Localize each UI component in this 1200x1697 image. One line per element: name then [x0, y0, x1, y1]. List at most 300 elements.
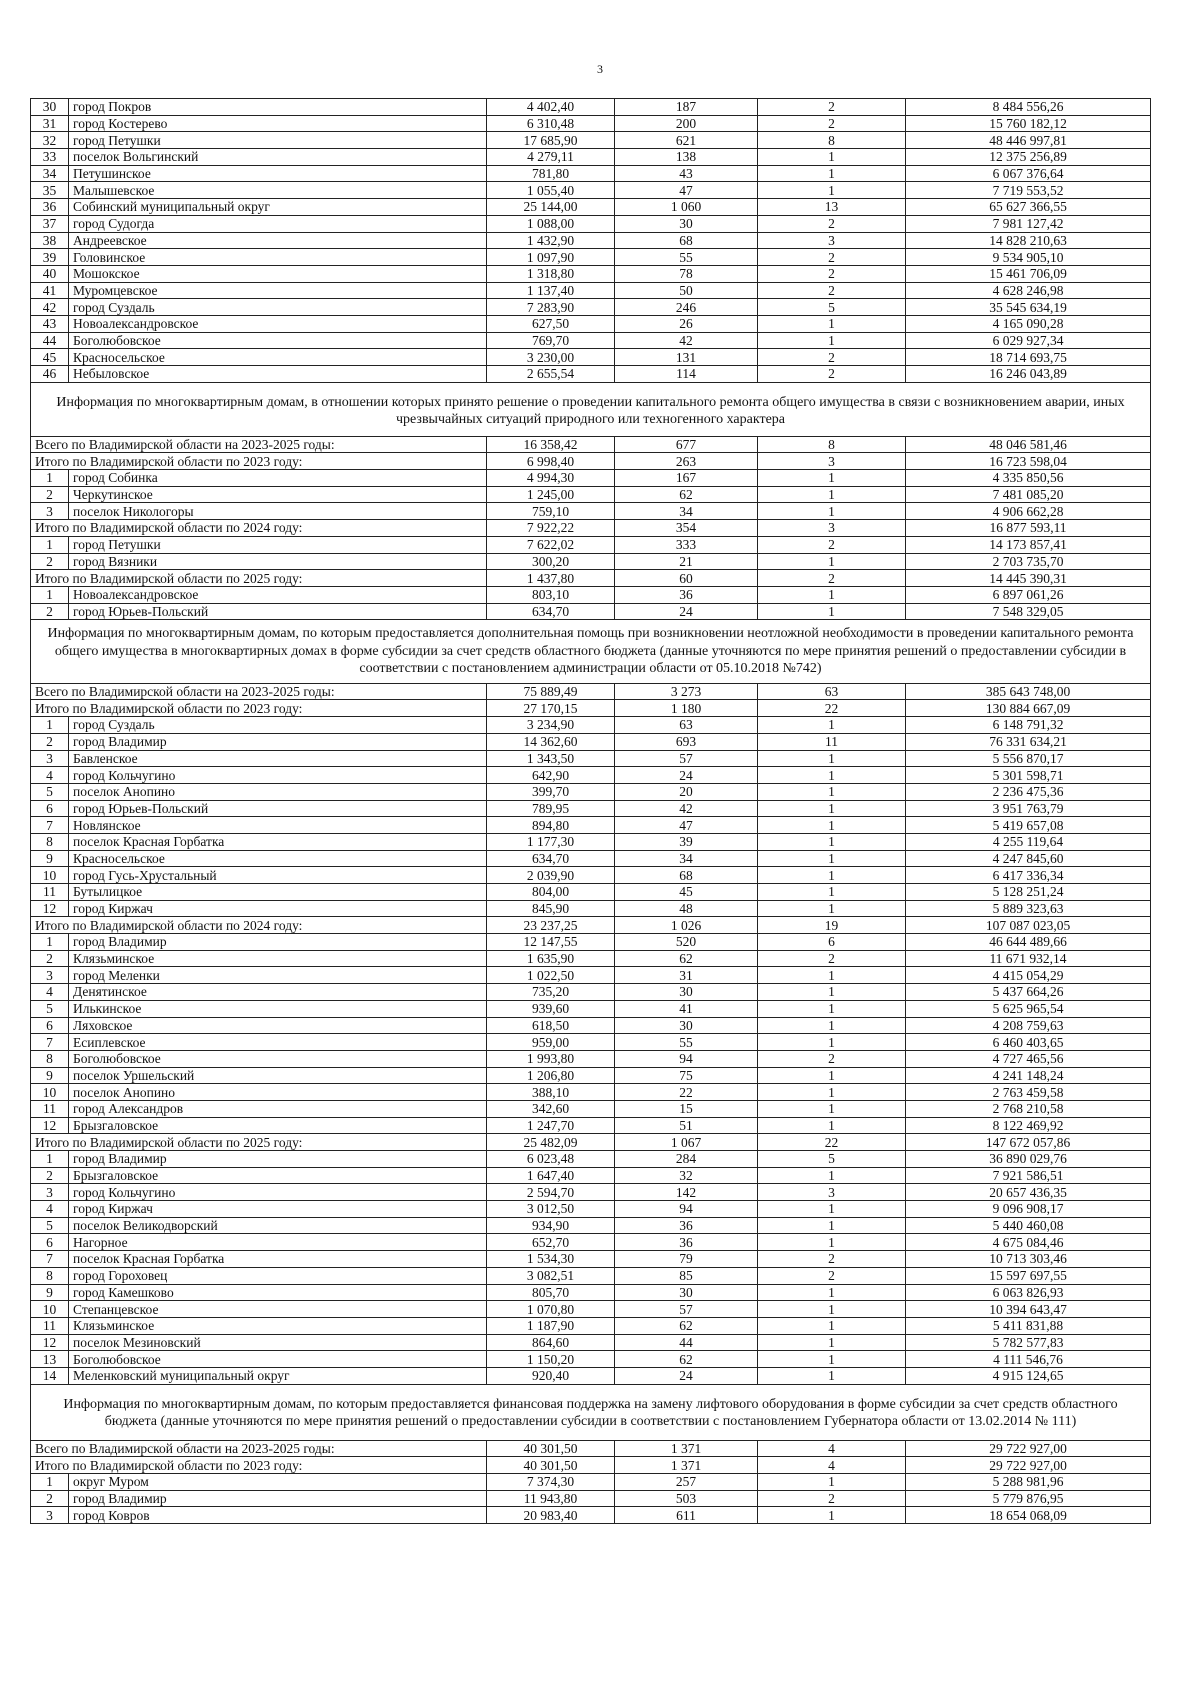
residents-cell: 1 180 — [615, 700, 758, 717]
table-row — [31, 503, 1151, 520]
cost-cell: 9 534 905,10 — [906, 249, 1151, 266]
row-number-cell: 3 — [31, 503, 69, 520]
total-label-cell: Всего по Владимирской области на 2023-2025 годы: — [31, 683, 487, 700]
houses-cell: 4 — [758, 1440, 906, 1457]
houses-cell: 1 — [758, 984, 906, 1001]
residents-cell: 693 — [615, 733, 758, 750]
row-number-cell: 40 — [31, 265, 69, 282]
residents-cell: 31 — [615, 967, 758, 984]
section-heading: Информация по многоквартирным домам, по которым предоставляется финансовая поддержка на замену лифтового оборудования в форме субсидии за счет средств областного бюджета (данные уточняются по мере принятия решений о предоставлении субсидии в соответствии с постановлением Губернатора области от 13.02.2014 № 111) — [31, 1384, 1151, 1440]
table-row — [31, 603, 1151, 620]
houses-cell: 1 — [758, 553, 906, 570]
residents-cell: 167 — [615, 470, 758, 487]
houses-cell: 1 — [758, 603, 906, 620]
municipality-name-cell: поселок Уршельский — [69, 1067, 487, 1084]
cost-cell: 6 067 376,64 — [906, 165, 1151, 182]
cost-cell: 5 440 460,08 — [906, 1217, 1151, 1234]
table-row — [31, 366, 1151, 383]
municipality-name-cell: город Петушки — [69, 132, 487, 149]
row-number-cell: 7 — [31, 817, 69, 834]
area-cell: 342,60 — [487, 1100, 615, 1117]
row-number-cell: 9 — [31, 850, 69, 867]
row-number-cell: 2 — [31, 603, 69, 620]
municipality-name-cell: Нагорное — [69, 1234, 487, 1251]
houses-cell: 3 — [758, 232, 906, 249]
residents-cell: 39 — [615, 833, 758, 850]
houses-cell: 2 — [758, 1490, 906, 1507]
houses-cell: 1 — [758, 900, 906, 917]
residents-cell: 79 — [615, 1251, 758, 1268]
area-cell: 789,95 — [487, 800, 615, 817]
row-number-cell: 6 — [31, 1017, 69, 1034]
row-number-cell: 2 — [31, 950, 69, 967]
area-cell: 300,20 — [487, 553, 615, 570]
cost-cell: 16 246 043,89 — [906, 366, 1151, 383]
row-number-cell: 34 — [31, 165, 69, 182]
cost-cell: 147 672 057,86 — [906, 1134, 1151, 1151]
residents-cell: 34 — [615, 503, 758, 520]
total-row — [31, 436, 1151, 453]
area-cell: 1 137,40 — [487, 282, 615, 299]
row-number-cell: 6 — [31, 1234, 69, 1251]
area-cell: 388,10 — [487, 1084, 615, 1101]
houses-cell: 1 — [758, 315, 906, 332]
residents-cell: 138 — [615, 149, 758, 166]
area-cell: 759,10 — [487, 503, 615, 520]
area-cell: 652,70 — [487, 1234, 615, 1251]
table-row — [31, 1490, 1151, 1507]
residents-cell: 36 — [615, 1234, 758, 1251]
table-row — [31, 1507, 1151, 1524]
houses-cell: 1 — [758, 833, 906, 850]
row-number-cell: 11 — [31, 1317, 69, 1334]
section-heading: Информация по многоквартирным домам, по которым предоставляется дополнительная помощь при возникновении неотложной необходимости в проведении капитального ремонта общего имущества в многоквартирных домах в форме субсидии за счет средств областного бюджета (данные уточняются по мере принятия решений о предоставлении субсидии в соответствии с постановлением администрации области от 05.10.2018 №742) — [31, 620, 1151, 684]
residents-cell: 34 — [615, 850, 758, 867]
municipality-name-cell: город Суздаль — [69, 717, 487, 734]
row-number-cell: 33 — [31, 149, 69, 166]
municipality-name-cell: город Киржач — [69, 900, 487, 917]
cost-cell: 4 415 054,29 — [906, 967, 1151, 984]
houses-cell: 1 — [758, 1301, 906, 1318]
municipality-name-cell: Степанцевское — [69, 1301, 487, 1318]
cost-cell: 7 548 329,05 — [906, 603, 1151, 620]
total-row — [31, 453, 1151, 470]
total-label-cell: Итого по Владимирской области по 2023 году: — [31, 453, 487, 470]
row-number-cell: 12 — [31, 1117, 69, 1134]
houses-cell: 2 — [758, 570, 906, 587]
cost-cell: 16 723 598,04 — [906, 453, 1151, 470]
residents-cell: 520 — [615, 934, 758, 951]
table-row — [31, 867, 1151, 884]
cost-cell: 5 889 323,63 — [906, 900, 1151, 917]
cost-cell: 9 096 908,17 — [906, 1201, 1151, 1218]
cost-cell: 20 657 436,35 — [906, 1184, 1151, 1201]
row-number-cell: 3 — [31, 1184, 69, 1201]
table-row — [31, 132, 1151, 149]
row-number-cell: 1 — [31, 934, 69, 951]
houses-cell: 1 — [758, 783, 906, 800]
table-row — [31, 470, 1151, 487]
area-cell: 3 082,51 — [487, 1267, 615, 1284]
houses-cell: 1 — [758, 1067, 906, 1084]
cost-cell: 6 063 826,93 — [906, 1284, 1151, 1301]
area-cell: 25 482,09 — [487, 1134, 615, 1151]
cost-cell: 5 625 965,54 — [906, 1000, 1151, 1017]
houses-cell: 1 — [758, 867, 906, 884]
total-row — [31, 520, 1151, 537]
row-number-cell: 38 — [31, 232, 69, 249]
area-cell: 3 234,90 — [487, 717, 615, 734]
row-number-cell: 2 — [31, 486, 69, 503]
houses-cell: 1 — [758, 1000, 906, 1017]
residents-cell: 94 — [615, 1201, 758, 1218]
houses-cell: 63 — [758, 683, 906, 700]
residents-cell: 24 — [615, 1367, 758, 1384]
table-row — [31, 1201, 1151, 1218]
residents-cell: 94 — [615, 1050, 758, 1067]
table-row — [31, 783, 1151, 800]
area-cell: 6 310,48 — [487, 115, 615, 132]
municipality-name-cell: город Покров — [69, 99, 487, 116]
municipality-name-cell: Ляховское — [69, 1017, 487, 1034]
houses-cell: 3 — [758, 453, 906, 470]
area-cell: 16 358,42 — [487, 436, 615, 453]
table-row — [31, 967, 1151, 984]
row-number-cell: 37 — [31, 215, 69, 232]
cost-cell: 8 122 469,92 — [906, 1117, 1151, 1134]
houses-cell: 1 — [758, 1334, 906, 1351]
residents-cell: 1 060 — [615, 199, 758, 216]
houses-cell: 19 — [758, 917, 906, 934]
row-number-cell: 1 — [31, 536, 69, 553]
area-cell: 1 206,80 — [487, 1067, 615, 1084]
residents-cell: 32 — [615, 1167, 758, 1184]
row-number-cell: 8 — [31, 1267, 69, 1284]
cost-cell: 4 247 845,60 — [906, 850, 1151, 867]
residents-cell: 200 — [615, 115, 758, 132]
houses-cell: 2 — [758, 99, 906, 116]
residents-cell: 75 — [615, 1067, 758, 1084]
area-cell: 40 301,50 — [487, 1457, 615, 1474]
municipality-name-cell: поселок Мезиновский — [69, 1334, 487, 1351]
municipality-name-cell: город Владимир — [69, 1151, 487, 1168]
cost-cell: 5 782 577,83 — [906, 1334, 1151, 1351]
municipality-name-cell: Красносельское — [69, 349, 487, 366]
municipality-name-cell: город Юрьев-Польский — [69, 800, 487, 817]
municipality-name-cell: Денятинское — [69, 984, 487, 1001]
residents-cell: 57 — [615, 1301, 758, 1318]
municipality-name-cell: Петушинское — [69, 165, 487, 182]
row-number-cell: 8 — [31, 1050, 69, 1067]
area-cell: 1 318,80 — [487, 265, 615, 282]
table-row — [31, 833, 1151, 850]
cost-cell: 5 128 251,24 — [906, 884, 1151, 901]
municipality-name-cell: город Киржач — [69, 1201, 487, 1218]
row-number-cell: 35 — [31, 182, 69, 199]
area-cell: 934,90 — [487, 1217, 615, 1234]
row-number-cell: 2 — [31, 1490, 69, 1507]
cost-cell: 4 628 246,98 — [906, 282, 1151, 299]
cost-cell: 7 481 085,20 — [906, 486, 1151, 503]
row-number-cell: 6 — [31, 800, 69, 817]
table-row — [31, 1251, 1151, 1268]
row-number-cell: 36 — [31, 199, 69, 216]
cost-cell: 29 722 927,00 — [906, 1457, 1151, 1474]
area-cell: 23 237,25 — [487, 917, 615, 934]
area-cell: 1 993,80 — [487, 1050, 615, 1067]
row-number-cell: 9 — [31, 1284, 69, 1301]
table-row — [31, 215, 1151, 232]
residents-cell: 55 — [615, 1034, 758, 1051]
residents-cell: 1 067 — [615, 1134, 758, 1151]
cost-cell: 15 760 182,12 — [906, 115, 1151, 132]
table-row — [31, 182, 1151, 199]
residents-cell: 30 — [615, 1017, 758, 1034]
table-row — [31, 1217, 1151, 1234]
row-number-cell: 5 — [31, 783, 69, 800]
houses-cell: 6 — [758, 934, 906, 951]
area-cell: 1 635,90 — [487, 950, 615, 967]
table-row — [31, 817, 1151, 834]
row-number-cell: 2 — [31, 733, 69, 750]
houses-cell: 1 — [758, 767, 906, 784]
municipality-name-cell: город Александров — [69, 1100, 487, 1117]
houses-cell: 1 — [758, 486, 906, 503]
area-cell: 3 230,00 — [487, 349, 615, 366]
cost-cell: 46 644 489,66 — [906, 934, 1151, 951]
cost-cell: 48 046 581,46 — [906, 436, 1151, 453]
table-row — [31, 1334, 1151, 1351]
table-row — [31, 1234, 1151, 1251]
municipality-name-cell: Новоалександровское — [69, 315, 487, 332]
cost-cell: 14 828 210,63 — [906, 232, 1151, 249]
residents-cell: 142 — [615, 1184, 758, 1201]
houses-cell: 1 — [758, 1474, 906, 1491]
table-row — [31, 1050, 1151, 1067]
row-number-cell: 3 — [31, 750, 69, 767]
municipality-name-cell: Брызгаловское — [69, 1117, 487, 1134]
houses-cell: 1 — [758, 1201, 906, 1218]
houses-cell: 22 — [758, 1134, 906, 1151]
cost-cell: 6 897 061,26 — [906, 586, 1151, 603]
cost-cell: 5 288 981,96 — [906, 1474, 1151, 1491]
area-cell: 920,40 — [487, 1367, 615, 1384]
area-cell: 2 594,70 — [487, 1184, 615, 1201]
table-row — [31, 199, 1151, 216]
row-number-cell: 10 — [31, 1084, 69, 1101]
municipality-name-cell: город Камешково — [69, 1284, 487, 1301]
row-number-cell: 10 — [31, 1301, 69, 1318]
cost-cell: 10 394 643,47 — [906, 1301, 1151, 1318]
table-row — [31, 1184, 1151, 1201]
area-cell: 1 097,90 — [487, 249, 615, 266]
row-number-cell: 7 — [31, 1034, 69, 1051]
municipality-name-cell: Есиплевское — [69, 1034, 487, 1051]
residents-cell: 44 — [615, 1334, 758, 1351]
residents-cell: 68 — [615, 232, 758, 249]
area-cell: 11 943,80 — [487, 1490, 615, 1507]
total-label-cell: Итого по Владимирской области по 2023 году: — [31, 700, 487, 717]
row-number-cell: 42 — [31, 299, 69, 316]
houses-cell: 1 — [758, 1351, 906, 1368]
area-cell: 894,80 — [487, 817, 615, 834]
houses-cell: 1 — [758, 817, 906, 834]
houses-cell: 1 — [758, 967, 906, 984]
row-number-cell: 31 — [31, 115, 69, 132]
municipality-name-cell: Клязьминское — [69, 950, 487, 967]
cost-cell: 48 446 997,81 — [906, 132, 1151, 149]
area-cell: 14 362,60 — [487, 733, 615, 750]
area-cell: 1 534,30 — [487, 1251, 615, 1268]
total-row — [31, 700, 1151, 717]
cost-cell: 2 768 210,58 — [906, 1100, 1151, 1117]
municipality-name-cell: Бутылицкое — [69, 884, 487, 901]
residents-cell: 24 — [615, 767, 758, 784]
cost-cell: 7 719 553,52 — [906, 182, 1151, 199]
cost-cell: 76 331 634,21 — [906, 733, 1151, 750]
residents-cell: 26 — [615, 315, 758, 332]
table-row — [31, 149, 1151, 166]
cost-cell: 14 173 857,41 — [906, 536, 1151, 553]
municipality-name-cell: Боголюбовское — [69, 332, 487, 349]
section-heading-row — [31, 620, 1151, 684]
area-cell: 803,10 — [487, 586, 615, 603]
table-row — [31, 349, 1151, 366]
row-number-cell: 5 — [31, 1000, 69, 1017]
municipality-name-cell: поселок Вольгинский — [69, 149, 487, 166]
cost-cell: 16 877 593,11 — [906, 520, 1151, 537]
row-number-cell: 1 — [31, 1474, 69, 1491]
residents-cell: 41 — [615, 1000, 758, 1017]
cost-cell: 4 675 084,46 — [906, 1234, 1151, 1251]
residents-cell: 57 — [615, 750, 758, 767]
municipality-name-cell: Новлянское — [69, 817, 487, 834]
residents-cell: 3 273 — [615, 683, 758, 700]
table-row — [31, 265, 1151, 282]
houses-cell: 1 — [758, 717, 906, 734]
table-row — [31, 1367, 1151, 1384]
houses-cell: 13 — [758, 199, 906, 216]
houses-cell: 1 — [758, 586, 906, 603]
cost-cell: 5 419 657,08 — [906, 817, 1151, 834]
cost-cell: 6 417 336,34 — [906, 867, 1151, 884]
row-number-cell: 44 — [31, 332, 69, 349]
cost-cell: 15 597 697,55 — [906, 1267, 1151, 1284]
section-heading-row — [31, 1384, 1151, 1440]
row-number-cell: 7 — [31, 1251, 69, 1268]
residents-cell: 78 — [615, 265, 758, 282]
houses-cell: 22 — [758, 700, 906, 717]
municipality-name-cell: город Меленки — [69, 967, 487, 984]
total-row — [31, 1134, 1151, 1151]
area-cell: 7 283,90 — [487, 299, 615, 316]
area-cell: 864,60 — [487, 1334, 615, 1351]
area-cell: 1 150,20 — [487, 1351, 615, 1368]
table-row — [31, 1000, 1151, 1017]
area-cell: 781,80 — [487, 165, 615, 182]
cost-cell: 6 148 791,32 — [906, 717, 1151, 734]
residents-cell: 24 — [615, 603, 758, 620]
area-cell: 3 012,50 — [487, 1201, 615, 1218]
cost-cell: 18 654 068,09 — [906, 1507, 1151, 1524]
cost-cell: 8 484 556,26 — [906, 99, 1151, 116]
cost-cell: 15 461 706,09 — [906, 265, 1151, 282]
row-number-cell: 12 — [31, 900, 69, 917]
row-number-cell: 10 — [31, 867, 69, 884]
houses-cell: 1 — [758, 850, 906, 867]
table-row — [31, 1151, 1151, 1168]
municipality-name-cell: город Суздаль — [69, 299, 487, 316]
table-row — [31, 934, 1151, 951]
cost-cell: 4 915 124,65 — [906, 1367, 1151, 1384]
cost-cell: 4 255 119,64 — [906, 833, 1151, 850]
residents-cell: 55 — [615, 249, 758, 266]
residents-cell: 36 — [615, 1217, 758, 1234]
residents-cell: 284 — [615, 1151, 758, 1168]
row-number-cell: 39 — [31, 249, 69, 266]
table-row — [31, 165, 1151, 182]
residents-cell: 1 371 — [615, 1457, 758, 1474]
table-row — [31, 99, 1151, 116]
municipality-name-cell: Брызгаловское — [69, 1167, 487, 1184]
houses-cell: 1 — [758, 470, 906, 487]
residents-cell: 51 — [615, 1117, 758, 1134]
municipality-name-cell: Боголюбовское — [69, 1050, 487, 1067]
residents-cell: 22 — [615, 1084, 758, 1101]
residents-cell: 30 — [615, 215, 758, 232]
municipality-name-cell: поселок Великодворский — [69, 1217, 487, 1234]
houses-cell: 1 — [758, 1167, 906, 1184]
houses-cell: 1 — [758, 1084, 906, 1101]
residents-cell: 20 — [615, 783, 758, 800]
residents-cell: 50 — [615, 282, 758, 299]
cost-cell: 5 779 876,95 — [906, 1490, 1151, 1507]
municipality-name-cell: Малышевское — [69, 182, 487, 199]
area-cell: 7 374,30 — [487, 1474, 615, 1491]
municipality-name-cell: поселок Никологоры — [69, 503, 487, 520]
houses-cell: 1 — [758, 800, 906, 817]
area-cell: 20 983,40 — [487, 1507, 615, 1524]
page-number: 3 — [597, 62, 603, 76]
cost-cell: 29 722 927,00 — [906, 1440, 1151, 1457]
residents-cell: 62 — [615, 486, 758, 503]
table-row — [31, 315, 1151, 332]
municipality-name-cell: город Кольчугино — [69, 1184, 487, 1201]
residents-cell: 62 — [615, 1317, 758, 1334]
area-cell: 1 055,40 — [487, 182, 615, 199]
municipality-name-cell: город Костерево — [69, 115, 487, 132]
houses-cell: 1 — [758, 750, 906, 767]
residents-cell: 114 — [615, 366, 758, 383]
houses-cell: 1 — [758, 332, 906, 349]
cost-cell: 4 208 759,63 — [906, 1017, 1151, 1034]
houses-cell: 2 — [758, 1050, 906, 1067]
residents-cell: 47 — [615, 817, 758, 834]
table-row — [31, 717, 1151, 734]
municipality-name-cell: Бавленское — [69, 750, 487, 767]
residents-cell: 62 — [615, 950, 758, 967]
area-cell: 634,70 — [487, 850, 615, 867]
cost-cell: 6 029 927,34 — [906, 332, 1151, 349]
residents-cell: 187 — [615, 99, 758, 116]
houses-cell: 2 — [758, 366, 906, 383]
cost-cell: 2 763 459,58 — [906, 1084, 1151, 1101]
houses-cell: 1 — [758, 1507, 906, 1524]
table-row — [31, 1301, 1151, 1318]
cost-cell: 36 890 029,76 — [906, 1151, 1151, 1168]
residents-cell: 47 — [615, 182, 758, 199]
houses-cell: 1 — [758, 1017, 906, 1034]
